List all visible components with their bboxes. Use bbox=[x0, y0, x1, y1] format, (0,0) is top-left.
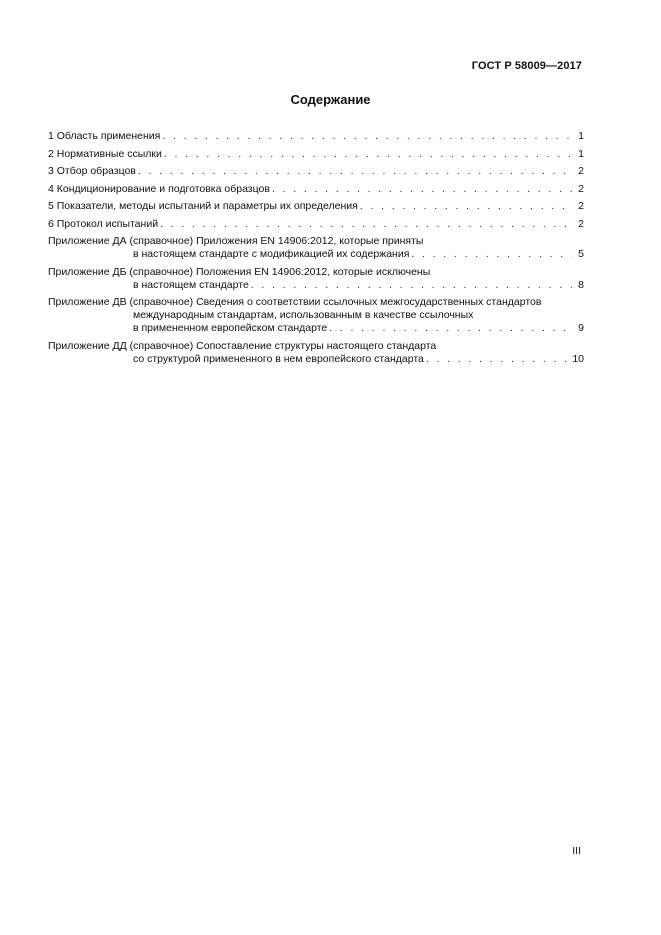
page-number: III bbox=[572, 845, 581, 857]
table-of-contents bbox=[48, 130, 584, 370]
dot-leader bbox=[329, 322, 572, 335]
toc-entry-page: 2 bbox=[578, 182, 584, 195]
toc-entry-line bbox=[48, 235, 584, 248]
toc-entry[interactable] bbox=[48, 165, 584, 178]
toc-entry-page: 2 bbox=[578, 165, 584, 177]
toc-entry[interactable] bbox=[48, 183, 584, 196]
toc-entry-page: 2 bbox=[578, 217, 584, 230]
toc-entry-line bbox=[48, 309, 584, 322]
toc-entry[interactable] bbox=[48, 296, 584, 335]
toc-entry-text: в примененном европейском стандарте bbox=[133, 322, 328, 334]
toc-entry[interactable] bbox=[48, 235, 584, 261]
toc-entry-last-line bbox=[48, 322, 584, 335]
toc-entry-text: Приложение ДБ (справочное) Положения EN 14906:2012, которые исключены bbox=[48, 265, 431, 278]
toc-entry-last-line bbox=[48, 353, 584, 366]
toc-entry-text: 4 Кондиционирование и подготовка образцов bbox=[48, 182, 270, 195]
toc-entry-last-line bbox=[48, 200, 584, 213]
toc-entry-page: 8 bbox=[578, 278, 584, 291]
toc-title: Содержание bbox=[290, 92, 371, 107]
toc-entry[interactable] bbox=[48, 340, 584, 366]
toc-entry-text: 3 Отбор образцов bbox=[48, 165, 136, 177]
dot-leader bbox=[360, 200, 572, 213]
toc-entry-text: Приложение ДД (справочное) Сопоставление структуры настоящего стандарта bbox=[48, 339, 437, 352]
toc-entry-last-line bbox=[48, 183, 584, 196]
toc-entry-last-line bbox=[48, 218, 584, 231]
toc-entry-text: Приложение ДВ (справочное) Сведения о соответствии ссылочных межгосударственных стандартов bbox=[48, 296, 542, 308]
toc-entry-text: 5 Показатели, методы испытаний и параметры их определения bbox=[48, 200, 358, 212]
toc-entry-line bbox=[48, 340, 584, 353]
toc-entry-text: 1 Область применения bbox=[48, 130, 161, 142]
toc-entry-text: 6 Протокол испытаний bbox=[48, 217, 159, 230]
dot-leader bbox=[411, 248, 572, 261]
toc-entry-text: со структурой примененного в нем европейского стандарта bbox=[133, 352, 424, 365]
toc-entry-text: в настоящем стандарте с модификацией их содержания bbox=[133, 248, 410, 260]
toc-entry-page: 10 bbox=[572, 352, 584, 365]
toc-entry[interactable] bbox=[48, 266, 584, 292]
dot-leader bbox=[251, 279, 572, 292]
toc-entry[interactable] bbox=[48, 130, 584, 143]
dot-leader bbox=[162, 130, 572, 143]
toc-entry-last-line bbox=[48, 279, 584, 292]
toc-entry[interactable] bbox=[48, 200, 584, 213]
toc-entry-text: 2 Нормативные ссылки bbox=[48, 147, 162, 160]
toc-entry-line bbox=[48, 296, 584, 309]
toc-entry-page: 9 bbox=[578, 322, 584, 334]
toc-entry[interactable] bbox=[48, 218, 584, 231]
dot-leader bbox=[426, 353, 570, 366]
toc-entry-page: 1 bbox=[578, 147, 584, 160]
toc-entry-page: 5 bbox=[578, 248, 584, 260]
toc-entry-page: 1 bbox=[578, 130, 584, 142]
toc-entry-last-line bbox=[48, 165, 584, 178]
dot-leader bbox=[160, 218, 572, 231]
document-code: ГОСТ Р 58009—2017 bbox=[471, 60, 582, 72]
toc-entry-line bbox=[48, 266, 584, 279]
dot-leader bbox=[272, 183, 572, 196]
toc-entry-text: в настоящем стандарте bbox=[133, 278, 249, 291]
dot-leader bbox=[138, 165, 572, 178]
toc-entry-text: международным стандартам, использованным в качестве ссылочных bbox=[133, 309, 474, 321]
toc-entry-text: Приложение ДА (справочное) Приложения EN 14906:2012, которые приняты bbox=[48, 235, 424, 247]
toc-entry-last-line bbox=[48, 248, 584, 261]
toc-entry-page: 2 bbox=[578, 200, 584, 212]
toc-entry[interactable] bbox=[48, 148, 584, 161]
dot-leader bbox=[164, 148, 572, 161]
toc-entry-last-line bbox=[48, 130, 584, 143]
toc-entry-last-line bbox=[48, 148, 584, 161]
